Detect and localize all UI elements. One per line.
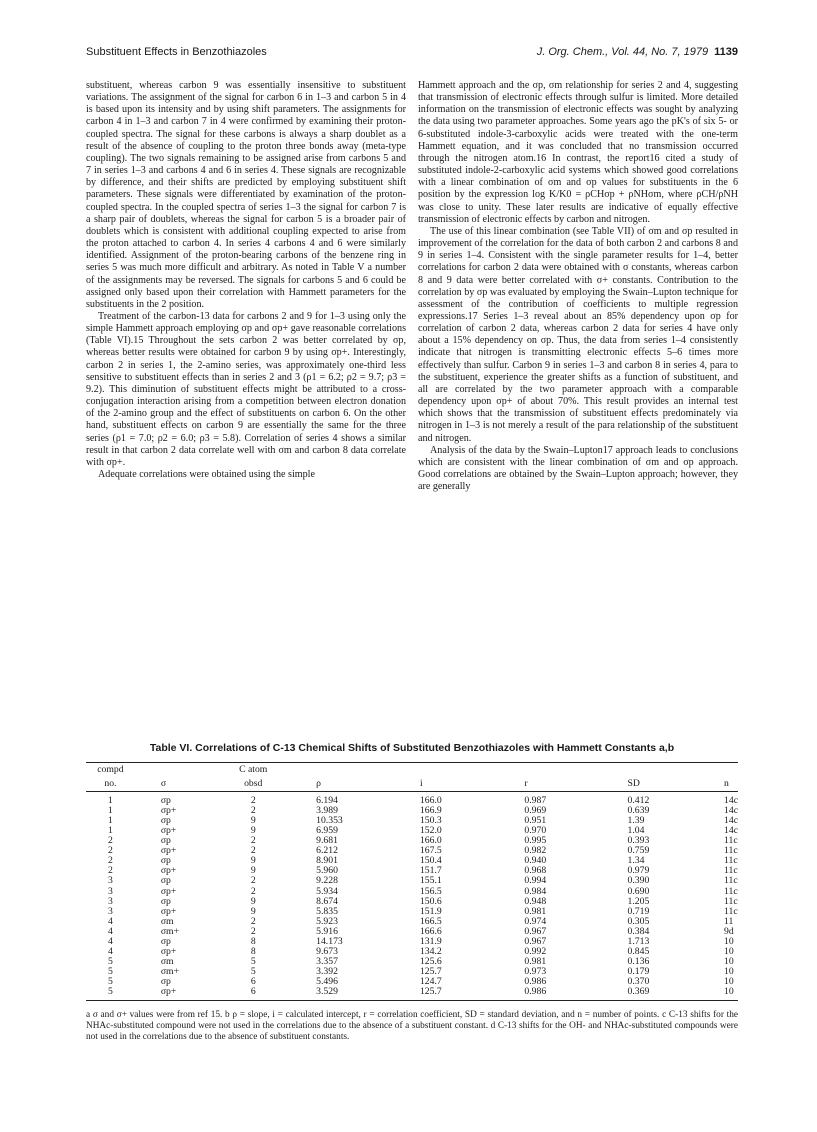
header-sd: SD — [605, 777, 698, 792]
standard-deviation: 0.759 — [627, 845, 650, 857]
sigma-type: σp — [160, 855, 171, 867]
header-n: n — [698, 777, 738, 792]
paragraph: The use of this linear combination (see Table VII) of σm and σp resulted in improvement of the correlation for the data of both carbon 2 and carbons 8 and 9 in series 1–4. Consistent with the single parameter results for 1–4, better correlations for carbon 2 data were obtained with σ constants, whereas carbon 8 and 9 data were better correlated with σ+ constants. Contribution to the correlation by σp was evaluated by employing the Swain–Lupton technique for assessment of the contribution of coefficients to multiple regression expressions.17 Series 1–3 reveal about an 85% dependency upon σp for correlation of carbon 2 data, whereas carbon 2 data for series 4 have only about a 15% dependency on σp. Thus, the data from series 1–4 consistently indicate that nitrogen is transmitting electronic effects 5–6 times more effectively than sulfur. Carbon 9 in series 1–3 and carbon 8 in series 4, para to the substituent, experience the greater shifts as a function of substituent, and all are correlated by the two parameter approach with a comparable dependency upon σp+ of about 70%. This result provides an internal test which shows that the transmission of substituent effects predominately via nitrogen in 1–3 is not merely a result of the para relationship of the substituent and nitrogen. — [418, 225, 738, 444]
standard-deviation: 0.393 — [627, 835, 650, 847]
number-of-points: 14c — [724, 805, 738, 817]
standard-deviation: 1.04 — [627, 825, 645, 837]
carbon-atom: 6 — [224, 987, 282, 1001]
sigma-type: σp — [160, 795, 171, 807]
carbon-atom: 9 — [250, 855, 256, 867]
sigma-type: σm+ — [160, 925, 180, 937]
correlation-coefficient: 0.973 — [524, 965, 547, 977]
table-row — [86, 987, 738, 1001]
sigma-type: σp+ — [135, 987, 225, 1001]
intercept-value: 134.2 — [419, 945, 442, 957]
sigma-type: σp — [160, 835, 171, 847]
correlation-coefficient: 0.987 — [524, 795, 547, 807]
number-of-points: 10 — [698, 987, 738, 1001]
carbon-atom: 2 — [250, 835, 256, 847]
intercept-value: 150.3 — [419, 815, 442, 827]
compound-no: 2 — [107, 845, 113, 857]
standard-deviation: 0.979 — [627, 865, 650, 877]
running-title: Substituent Effects in Benzothiazoles — [86, 46, 267, 58]
correlation-coefficient: 0.982 — [524, 845, 547, 857]
sigma-type: σp+ — [160, 825, 177, 837]
intercept-value: 124.7 — [419, 975, 442, 987]
paragraph: Analysis of the data by the Swain–Lupton17 approach leads to conclusions which are consistent with the linear combination of σm and σp approach. Good correlations are obtained by the Swain–Lupton approach; however, they are generally — [418, 444, 738, 493]
carbon-atom: 8 — [250, 935, 256, 947]
compound-no: 1 — [107, 795, 113, 807]
number-of-points: 10 — [724, 975, 734, 987]
correlation-coefficient: 0.986 — [524, 975, 547, 987]
header-rho: ρ — [282, 777, 406, 792]
sigma-type: σp — [160, 975, 171, 987]
carbon-atom: 2 — [250, 795, 256, 807]
rho-value: 5.923 — [316, 915, 338, 927]
table-row — [86, 792, 738, 807]
sigma-type: σp+ — [160, 805, 177, 817]
rho-value: 9.681 — [316, 835, 338, 847]
rho-value: 6.959 — [316, 825, 338, 837]
number-of-points: 14c — [724, 795, 738, 807]
correlation-coefficient: 0.981 — [524, 955, 547, 967]
compound-no: 3 — [107, 895, 113, 907]
correlation-coefficient: 0.995 — [524, 835, 547, 847]
number-of-points: 11c — [724, 885, 738, 897]
number-of-points: 10 — [724, 965, 734, 977]
sigma-type: σp — [160, 875, 171, 887]
carbon-atom: 2 — [250, 925, 256, 937]
carbon-atom: 5 — [250, 955, 256, 967]
correlation-coefficient: 0.970 — [524, 825, 547, 837]
compound-no: 2 — [107, 855, 113, 867]
rho-value: 8.674 — [316, 895, 338, 907]
compound-no: 4 — [107, 945, 113, 957]
number-of-points: 14c — [724, 815, 738, 827]
compound-no: 5 — [107, 975, 113, 987]
header-i: i — [406, 777, 490, 792]
number-of-points: 9d — [724, 925, 734, 937]
standard-deviation: 0.390 — [627, 875, 650, 887]
standard-deviation: 0.690 — [627, 885, 650, 897]
correlation-coefficient: 0.992 — [524, 945, 547, 957]
intercept-value: 156.5 — [419, 885, 442, 897]
carbon-atom: 9 — [250, 895, 256, 907]
compound-no: 1 — [107, 805, 113, 817]
table-caption: Table VI. Correlations of C-13 Chemical Shifts of Substituted Benzothiazoles with Hammett Constants a,b — [149, 742, 675, 754]
compound-no: 2 — [107, 835, 113, 847]
standard-deviation: 0.369 — [605, 987, 698, 1001]
paragraph: Treatment of the carbon-13 data for carbons 2 and 9 for 1–3 using only the simple Hammett approach employing σp and σp+ gave reasonable correlations (Table VI).15 Throughout the sets carbon 2 was better correlated by σp, whereas better results were obtained for carbon 9 by using σp+. Interestingly, carbon 2 in series 1, the 2-amino series, was approximately one-third less sensitive to substituent effects than in series 2 and 3 (ρ1 = 6.2; ρ2 = 9.7; ρ3 = 9.2). This diminution of substituent effects might be attributed to a cross-conjugation interaction arising from a competition between electron donation of the 2-amino group and the effect of substituents on carbon 6. On the other hand, substituent effects on carbon 9 are essentially the same for the three series (ρ1 = 7.0; ρ2 = 6.0; ρ3 = 5.8). Correlation of series 4 shows a similar result in that carbon 2 data correlate well with σm and carbon 8 data correlate with σp+. — [86, 310, 406, 468]
standard-deviation: 0.384 — [627, 925, 650, 937]
correlation-coefficient: 0.948 — [524, 895, 547, 907]
header-obsd: obsd — [224, 777, 282, 792]
standard-deviation: 0.639 — [627, 805, 650, 817]
number-of-points: 11c — [724, 905, 738, 917]
standard-deviation: 0.719 — [627, 905, 650, 917]
rho-value: 10.353 — [316, 815, 343, 827]
correlation-coefficient: 0.984 — [524, 885, 547, 897]
correlation-coefficient: 0.940 — [524, 855, 547, 867]
sigma-type: σp — [160, 935, 171, 947]
intercept-value: 166.9 — [419, 805, 442, 817]
correlation-coefficient: 0.967 — [524, 935, 547, 947]
header-catom: C atom — [224, 763, 282, 778]
sigma-type: σp — [160, 895, 171, 907]
correlation-coefficient: 0.968 — [524, 865, 547, 877]
intercept-value: 166.0 — [419, 835, 442, 847]
compound-no: 4 — [107, 925, 113, 937]
rho-value: 5.916 — [316, 925, 338, 937]
carbon-atom: 2 — [250, 885, 256, 897]
compound-no: 5 — [86, 987, 135, 1001]
intercept-value: 166.6 — [419, 925, 442, 937]
number-of-points: 14c — [724, 825, 738, 837]
standard-deviation: 0.136 — [627, 955, 650, 967]
number-of-points: 11c — [724, 845, 738, 857]
compound-no: 4 — [107, 915, 113, 927]
rho-value: 6.212 — [316, 845, 338, 857]
compound-no: 5 — [107, 955, 113, 967]
intercept-value: 125.7 — [419, 965, 442, 977]
intercept-value: 166.0 — [419, 795, 442, 807]
header-r: r — [490, 777, 605, 792]
standard-deviation: 0.845 — [627, 945, 650, 957]
sigma-type: σp+ — [160, 945, 177, 957]
number-of-points: 11c — [724, 835, 738, 847]
carbon-atom: 2 — [250, 915, 256, 927]
compound-no: 5 — [107, 965, 113, 977]
compound-no: 4 — [107, 935, 113, 947]
paragraph: Adequate correlations were obtained using the simple — [98, 469, 315, 480]
number-of-points: 11c — [724, 865, 738, 877]
carbon-atom: 2 — [250, 805, 256, 817]
number-of-points: 11c — [724, 895, 738, 907]
intercept-value: 152.0 — [419, 825, 442, 837]
table-footnotes: a σ and σ+ values were from ref 15. b ρ = slope, i = calculated intercept, r = correlation coefficient, SD = standard deviation, and n = number of points. c C-13 shifts for the NHAc-substituted compound were not used in the correlations due to the absence of a substituent constant. d C-13 shifts for the OH- and NHAc-substituted compounds were not used in the correlations due to the absence of substituent constants. — [86, 1010, 738, 1042]
right-column — [418, 80, 738, 493]
intercept-value: 150.4 — [419, 855, 442, 867]
compound-no: 3 — [107, 875, 113, 887]
standard-deviation: 1.34 — [627, 855, 645, 867]
number-of-points: 11c — [724, 855, 738, 867]
carbon-atom: 8 — [250, 945, 256, 957]
table-body — [86, 792, 738, 1001]
intercept-value: 167.5 — [419, 845, 442, 857]
rho-value: 9.673 — [316, 945, 338, 957]
correlation-coefficient: 0.994 — [524, 875, 547, 887]
rho-value: 5.835 — [316, 905, 338, 917]
rho-value: 5.934 — [316, 885, 338, 897]
intercept-value: 131.9 — [419, 935, 442, 947]
rho-value: 3.989 — [316, 805, 338, 817]
carbon-atom: 2 — [250, 845, 256, 857]
sigma-type: σp+ — [160, 905, 177, 917]
carbon-atom: 9 — [250, 905, 256, 917]
sigma-type: σp+ — [160, 885, 177, 897]
number-of-points: 11c — [724, 875, 738, 887]
journal-citation — [537, 46, 738, 58]
standard-deviation: 0.305 — [627, 915, 650, 927]
compound-no: 3 — [107, 905, 113, 917]
header-compd: compd — [86, 763, 135, 778]
correlation-coefficient: 0.974 — [524, 915, 547, 927]
standard-deviation: 0.412 — [627, 795, 650, 807]
carbon-atom: 2 — [250, 875, 256, 887]
carbon-atom: 9 — [250, 865, 256, 877]
rho-value: 14.173 — [316, 935, 343, 947]
intercept-value: 150.6 — [419, 895, 442, 907]
page-number: 1139 — [714, 46, 738, 58]
sigma-type: σp+ — [160, 865, 177, 877]
compound-no: 1 — [107, 825, 113, 837]
intercept-value: 155.1 — [419, 875, 442, 887]
sigma-type: σp+ — [160, 845, 177, 857]
compound-no: 2 — [107, 865, 113, 877]
rho-value: 3.529 — [282, 987, 406, 1001]
intercept-value: 166.5 — [419, 915, 442, 927]
number-of-points: 10 — [724, 945, 734, 957]
rho-value: 9.228 — [316, 875, 338, 887]
standard-deviation: 1.713 — [627, 935, 650, 947]
compound-no: 3 — [107, 885, 113, 897]
table-row — [86, 876, 738, 886]
number-of-points: 10 — [724, 935, 734, 947]
intercept-value: 151.7 — [419, 865, 442, 877]
rho-value: 8.901 — [316, 855, 338, 867]
sigma-type: σm+ — [160, 965, 180, 977]
carbon-atom: 9 — [250, 825, 256, 837]
rho-value: 3.357 — [316, 955, 338, 967]
standard-deviation: 1.205 — [627, 895, 650, 907]
intercept-value: 125.7 — [406, 987, 490, 1001]
paragraph: Hammett approach and the σp, σm relationship for series 2 and 4, suggesting that transmission of electronic effects through sulfur is limited. More detailed information on the transmission of electronic effects was sought by analyzing the data using two parameter approaches. Some years ago the pK's of six 5- or 6-substituted indole-3-carboxylic acids were treated with the one-term Hammett equation, and it was concluded that no transmission occurred through the nitrogen atom.16 In contrast, the report16 cited a study of substituted indole-2-carboxylic acid systems which showed good correlations with a linear combination of σm and σp values for substituents in the 6 position by the expression log K/K0 = ρCHσp + ρNHσm, where ρCH/ρNH was close to unity. These later results are indicative of equally effective transmission of electronic effects by carbon and nitrogen. — [418, 80, 738, 225]
rho-value: 5.496 — [316, 975, 338, 987]
sigma-type: σp — [160, 815, 171, 827]
rho-value: 6.194 — [316, 795, 338, 807]
standard-deviation: 0.179 — [627, 965, 650, 977]
rho-value: 3.392 — [316, 965, 338, 977]
sigma-type: σm — [160, 955, 174, 967]
left-column — [86, 80, 406, 481]
paragraph: substituent, whereas carbon 9 was essentially insensitive to substituent variations. The assignment of the signal for carbon 6 in 1–3 and carbon 5 in 4 is based upon its intensity and by using shift parameters. The assignments for carbon 4 in 1–3 and carbon 7 in 4 were confirmed by examining their proton-coupled spectra. The signal for these carbons is always a sharp doublet as a result of the absence of coupling to the proton three bonds away (meta-type coupling). The two signals remaining to be assigned arise from carbons 5 and 7 in series 1–3 and carbons 4 and 6 in series 4. These signals are recognizable by difference, and their shifts are predicted by employing substituent shift parameters. These signals were differentiated by examination of the proton-coupled spectra. In the coupled spectra of series 1–3 the signal for carbon 7 is a sharp pair of doublets, whereas the signal for carbon 5 is a broader pair of doublets which is consistent with additional coupling expected to arise from the proton attached to carbon 4. In series 4 carbons 4 and 6 were similarly identified. Assignment of the proton-bearing carbons of the benzene ring in series 5 was much more difficult and arbitrary. As noted in Table V a number of the assignments may be reversed. The signals for carbons 5 and 6 could be assigned only based upon their correlation with Hammett parameters for the substituents in the 2 position. — [86, 80, 406, 310]
correlation-coefficient: 0.981 — [524, 905, 547, 917]
standard-deviation: 1.39 — [627, 815, 645, 827]
header-no: no. — [86, 777, 135, 792]
rho-value: 5.960 — [316, 865, 338, 877]
sigma-type: σm — [160, 915, 174, 927]
compound-no: 1 — [107, 815, 113, 827]
standard-deviation: 0.370 — [627, 975, 650, 987]
correlation-coefficient: 0.951 — [524, 815, 547, 827]
correlation-coefficient: 0.969 — [524, 805, 547, 817]
carbon-atom: 6 — [250, 975, 256, 987]
correlation-coefficient: 0.967 — [524, 925, 547, 937]
intercept-value: 125.6 — [419, 955, 442, 967]
correlation-coefficient: 0.986 — [490, 987, 605, 1001]
journal-name: J. Org. Chem., Vol. 44, No. 7, 1979 — [536, 46, 709, 58]
header-sigma: σ — [135, 777, 225, 792]
intercept-value: 151.9 — [419, 905, 442, 917]
carbon-atom: 5 — [250, 965, 256, 977]
number-of-points: 11 — [724, 915, 734, 927]
carbon-atom: 9 — [250, 815, 256, 827]
page-header — [86, 46, 738, 62]
correlation-table — [86, 762, 738, 1001]
number-of-points: 10 — [724, 955, 734, 967]
